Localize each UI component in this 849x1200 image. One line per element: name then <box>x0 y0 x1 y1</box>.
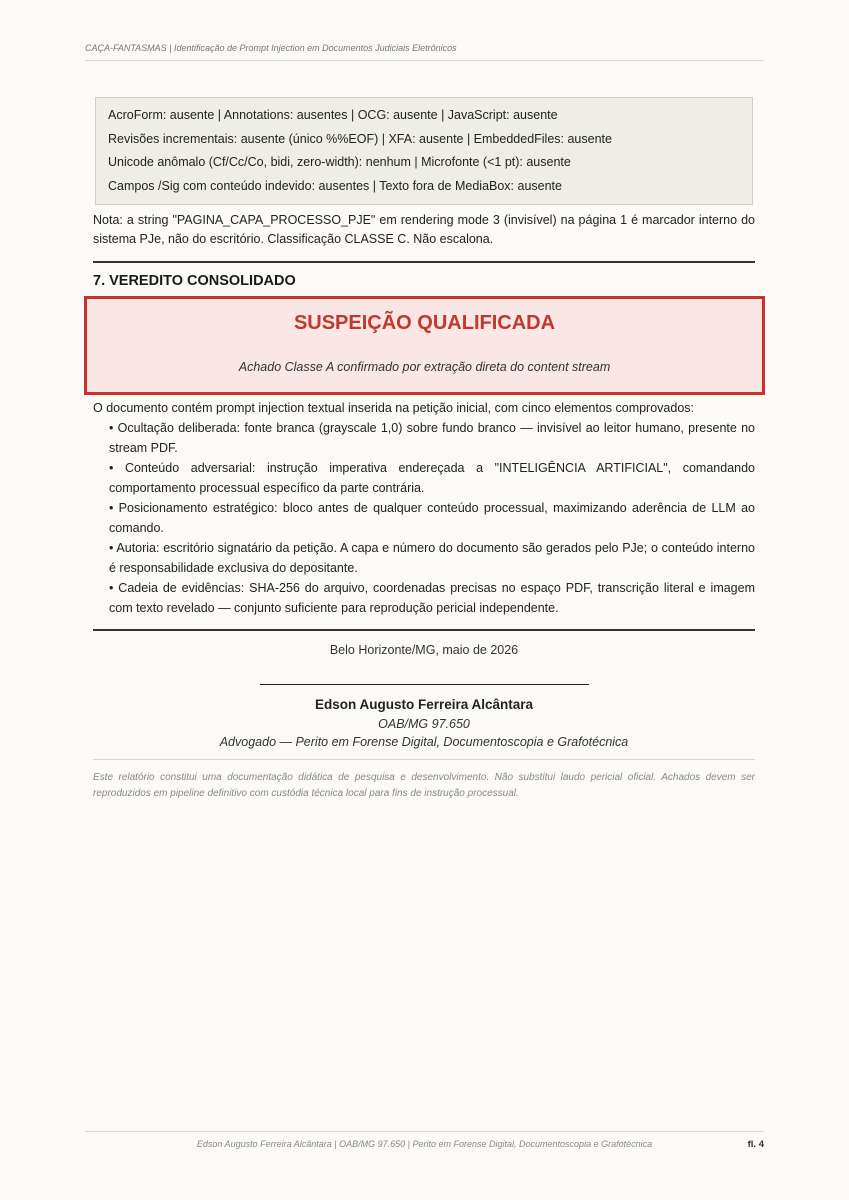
verdict-box <box>84 296 765 395</box>
technical-check-line: Unicode anômalo (Cf/Cc/Co, bidi, zero-width): nenhum | Microfonte (<1 pt): ausente <box>108 155 571 169</box>
evidence-item: • Conteúdo adversarial: instrução imperativa endereçada a "INTELIGÊNCIA ARTIFICIAL", comandando comportamento processual específico da parte contrária. <box>109 461 755 495</box>
signature-line <box>260 684 589 685</box>
signatory-name: Edson Augusto Ferreira Alcântara <box>314 697 534 712</box>
section-divider <box>93 629 755 631</box>
verdict-title: SUSPEIÇÃO QUALIFICADA <box>293 312 556 334</box>
disclaimer-text: Este relatório constitui uma documentação didática de pesquisa e desenvolvimento. Não substitui laudo pericial oficial. Achados devem ser reproduzidos em pipeline definitivo com custódia técnica local para fins de instrução processual. <box>93 772 755 799</box>
page-number: fl. 4 <box>747 1139 764 1150</box>
verdict-subtitle: Achado Classe A confirmado por extração direta do content stream <box>238 360 611 374</box>
evidence-item: • Cadeia de evidências: SHA-256 do arquivo, coordenadas precisas no espaço PDF, transcrição literal e imagem com texto revelado — conjunto suficiente para reprodução pericial independente. <box>109 581 755 615</box>
place-date: Belo Horizonte/MG, maio de 2026 <box>329 643 519 657</box>
page-footer <box>85 1131 764 1149</box>
technical-check-line: AcroForm: ausente | Annotations: ausentes | OCG: ausente | JavaScript: ausente <box>108 108 558 122</box>
intro-paragraph: O documento contém prompt injection textual inserida na petição inicial, com cinco elementos comprovados: <box>93 401 695 415</box>
note-paragraph: Nota: a string "PAGINA_CAPA_PROCESSO_PJE" em rendering mode 3 (invisível) na página 1 é marcador interno do sistema PJe, não do escritório. Classificação CLASSE C. Não escalona. <box>93 213 755 246</box>
signatory-oab: OAB/MG 97.650 <box>378 717 470 731</box>
evidence-item: • Ocultação deliberada: fonte branca (grayscale 1,0) sobre fundo branco — invisível ao leitor humano, presente no stream PDF. <box>109 421 755 455</box>
page-content <box>93 97 755 802</box>
technical-check-line: Revisões incrementais: ausente (único %%EOF) | XFA: ausente | EmbeddedFiles: ausente <box>108 131 612 146</box>
page-header: CAÇA-FANTASMAS | Identificação de Prompt Injection em Documentos Judiciais Eletrônicos <box>85 43 764 61</box>
footer-text: Edson Augusto Ferreira Alcântara | OAB/MG 97.650 | Perito em Forense Digital, Documentoscopia e Grafotécnica <box>196 1139 653 1149</box>
section-title: 7. VEREDITO CONSOLIDADO <box>93 273 296 289</box>
evidence-item: • Autoria: escritório signatário da petição. A capa e número do documento são gerados pelo PJe; o conteúdo interno é responsabilidade exclusiva do depositante. <box>109 541 755 575</box>
section-divider <box>93 261 755 263</box>
technical-checks-box <box>95 97 753 205</box>
evidence-list <box>109 419 755 618</box>
signatory-role: Advogado — Perito em Forense Digital, Documentoscopia e Grafotécnica <box>219 735 629 749</box>
disclaimer-divider <box>93 759 755 760</box>
technical-check-line: Campos /Sig com conteúdo indevido: ausentes | Texto fora de MediaBox: ausente <box>108 178 562 193</box>
evidence-item: • Posicionamento estratégico: bloco antes de qualquer conteúdo processual, maximizando aderência de LLM ao comando. <box>109 501 755 535</box>
